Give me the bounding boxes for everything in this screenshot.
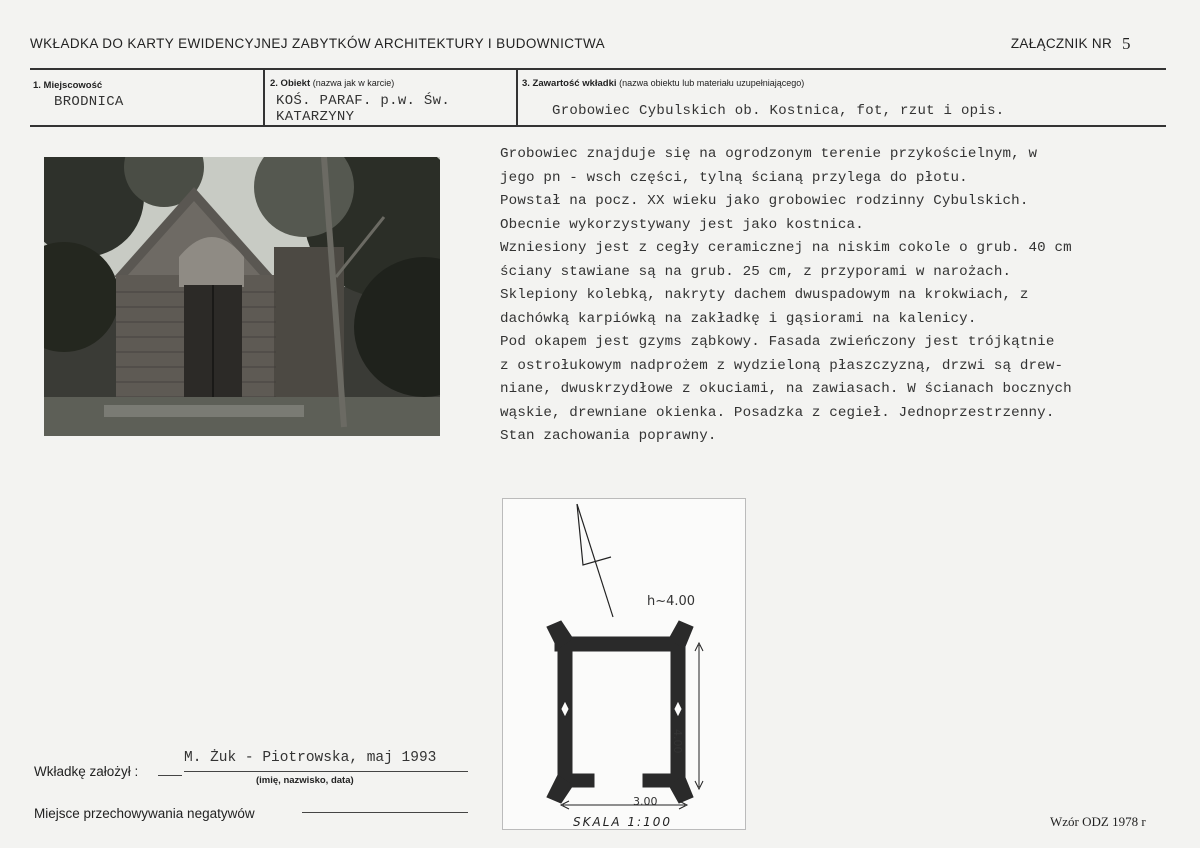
north-arrow-icon bbox=[577, 504, 613, 617]
form-code: Wzór ODZ 1978 r bbox=[1050, 814, 1146, 829]
description-text bbox=[500, 143, 1190, 449]
description-line: ściany stawiane są na grub. 25 cm, z przyporami w narożach. bbox=[500, 263, 1012, 280]
description-line: Wzniesiony jest z cegły ceramicznej na niskim cokole o grub. 40 cm bbox=[500, 240, 1072, 256]
description-line: Sklepiony kolebką, nakryty dachem dwuspadowym na krokwiach, z bbox=[500, 287, 1029, 303]
header-bottom-rule bbox=[30, 125, 1166, 127]
created-by-leader bbox=[158, 775, 182, 776]
content-label bbox=[522, 78, 804, 89]
description-line: Obecnie wykorzystywany jest jako kostnica. bbox=[500, 216, 864, 233]
created-by-hint: (imię, nazwisko, data) bbox=[256, 775, 354, 786]
description-line: jego pn - wsch części, tylną ścianą przylega do płotu. bbox=[500, 169, 968, 186]
content-label-hint: (nazwa obiektu lub materiału uzupełniającego) bbox=[619, 78, 805, 88]
negatives-location-label: Miejsce przechowywania negatywów bbox=[34, 806, 255, 821]
header-top-rule bbox=[30, 68, 1166, 70]
description-line: wąskie, drewniane okienka. Posadzka z cegieł. Jednoprzestrzenny. bbox=[500, 404, 1055, 421]
content-label-text: 3. Zawartość wkładki bbox=[522, 78, 617, 89]
locality-label: 1. Miejscowość bbox=[33, 80, 103, 91]
negatives-location-line bbox=[302, 812, 468, 813]
floor-plan-drawing bbox=[502, 498, 746, 830]
description-line: Powstał na pocz. XX wieku jako grobowiec rodzinny Cybulskich. bbox=[500, 193, 1029, 209]
depth-dimension-label: 4.00 bbox=[671, 729, 684, 754]
description-line: niane, dwuskrzydłowe z okuciami, na zawiasach. W ścianach bocznych bbox=[500, 381, 1072, 397]
description-line: Pod okapem jest gzyms ząbkowy. Fasada zwieńczony jest trójkątnie bbox=[500, 334, 1055, 350]
description-line: Stan zachowania poprawny. bbox=[500, 428, 717, 444]
column-divider-2 bbox=[516, 69, 518, 126]
description-line: dachówką karpiówką na zakładkę i gąsiorami na kalenicy. bbox=[500, 310, 977, 327]
plan-scale-label: SKALA 1:100 bbox=[573, 815, 672, 829]
object-label bbox=[270, 78, 394, 89]
object-label-hint: (nazwa jak w karcie) bbox=[312, 78, 395, 88]
floor-plan-svg bbox=[503, 499, 745, 829]
width-dimension-label: 3.00 bbox=[633, 795, 658, 808]
annex-number: 5 bbox=[1122, 34, 1131, 53]
plan-walls bbox=[547, 621, 693, 803]
created-by-line bbox=[184, 771, 468, 772]
height-note: h~4.00 bbox=[647, 594, 696, 609]
annex-label: ZAŁĄCZNIK NR bbox=[1010, 36, 1112, 51]
object-label-text: 2. Obiekt bbox=[270, 78, 311, 89]
created-by-value: M. Żuk - Piotrowska, maj 1993 bbox=[184, 750, 437, 766]
locality-value: BRODNICA bbox=[54, 94, 124, 110]
created-by-label: Wkładkę założył : bbox=[34, 764, 139, 779]
chapel-photo-image bbox=[44, 157, 440, 436]
object-value-line1: KOŚ. PARAF. p.w. Św. bbox=[276, 93, 451, 109]
content-value: Grobowiec Cybulskich ob. Kostnica, fot, rzut i opis. bbox=[552, 103, 1005, 119]
document-title: WKŁADKA DO KARTY EWIDENCYJNEJ ZABYTKÓW ARCHITEKTURY I BUDOWNICTWA bbox=[30, 36, 606, 51]
chapel-photograph bbox=[44, 157, 440, 436]
object-value-line2: KATARZYNY bbox=[276, 109, 355, 125]
description-line: Grobowiec znajduje się na ogrodzonym terenie przykościelnym, w bbox=[500, 146, 1038, 162]
column-divider-1 bbox=[263, 69, 265, 126]
description-line: z ostrołukowym nadprożem z wydzieloną płaszczyzną, drzwi są drew- bbox=[500, 357, 1064, 374]
